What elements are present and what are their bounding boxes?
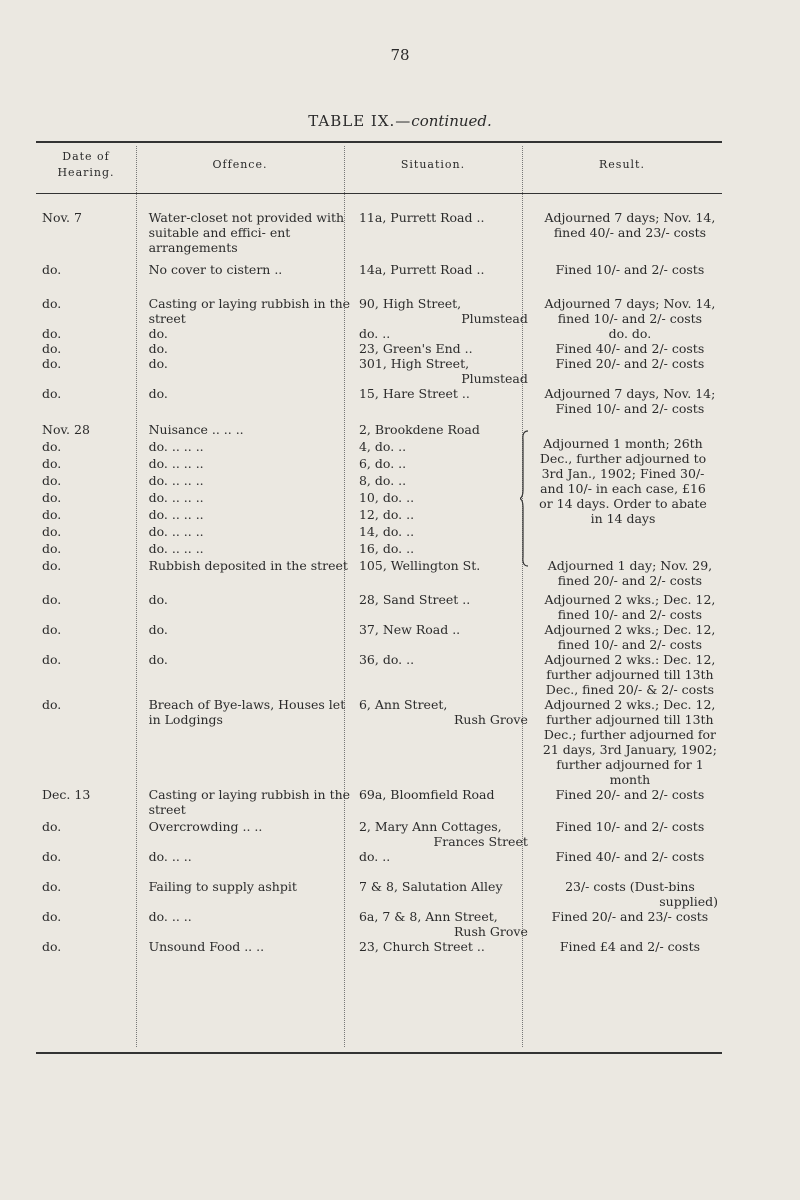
situation-cell (351, 939, 532, 969)
date-cell (36, 622, 139, 652)
date-cell-text: do. (42, 909, 62, 924)
offence-cell-text: do. .. .. .. (148, 456, 204, 471)
header-date (36, 149, 136, 181)
date-cell-text: do. (42, 341, 62, 356)
offence-cell (139, 819, 351, 849)
offence-cell-text: Casting or laying rubbish in the street (148, 787, 351, 817)
result-cell-text: Adjourned 2 wks.: Dec. 12, further adjourned till 13th Dec., fined 20/- & 2/- costs (544, 652, 716, 697)
table-row (36, 909, 722, 939)
situation-cell-line2: Plumstead (461, 371, 528, 386)
hearings-table (36, 210, 722, 969)
offence-cell-text: Rubbish deposited in the street (148, 558, 348, 573)
situation-cell (351, 422, 532, 439)
result-cell (532, 697, 722, 787)
offence-cell-text: Failing to supply ashpit (148, 879, 297, 894)
date-cell-text: do. (42, 622, 62, 637)
date-cell-text: do. (42, 296, 62, 311)
result-cell-text: Fined £4 and 2/- costs (559, 939, 701, 954)
offence-cell-text: do. .. .. .. (148, 439, 204, 454)
situation-cell-text: 2, Mary Ann Cottages, (358, 819, 502, 834)
date-cell-text: do. (42, 592, 62, 607)
table-row (36, 262, 722, 296)
result-cell-text: 23/- costs (Dust-bins (565, 879, 695, 894)
date-cell-text: do. (42, 490, 62, 505)
offence-cell (139, 456, 351, 473)
date-cell-text: Nov. 28 (42, 422, 90, 437)
offence-cell (139, 386, 351, 422)
offence-cell-text: No cover to cistern .. (148, 262, 283, 277)
result-cell (532, 558, 722, 592)
date-cell-text: do. (42, 849, 62, 864)
table-row (36, 341, 722, 356)
situation-cell-text: 37, New Road .. (358, 622, 461, 637)
table-title (0, 112, 800, 130)
result-cell (532, 524, 722, 541)
situation-cell (351, 356, 532, 386)
table-row (36, 787, 722, 819)
situation-cell-text: 11a, Purrett Road .. (358, 210, 485, 225)
date-cell (36, 356, 139, 386)
situation-cell (351, 490, 532, 507)
situation-cell (351, 507, 532, 524)
offence-cell (139, 787, 351, 819)
date-cell (36, 939, 139, 969)
offence-cell (139, 652, 351, 697)
offence-cell (139, 558, 351, 592)
offence-cell-text: Nuisance .. .. .. (148, 422, 244, 437)
situation-cell-text: 10, do. .. (358, 490, 415, 505)
offence-cell-text: do. (148, 652, 168, 667)
situation-cell-text: 16, do. .. (358, 541, 415, 556)
result-cell (532, 622, 722, 652)
result-cell (532, 541, 722, 558)
table-row (36, 819, 722, 849)
header-result: Result. (599, 158, 645, 171)
offence-cell (139, 341, 351, 356)
date-cell-text: do. (42, 262, 62, 277)
date-cell (36, 909, 139, 939)
date-cell-text: Nov. 7 (42, 210, 82, 225)
date-cell (36, 697, 139, 787)
result-cell-text: Fined 10/- and 2/- costs (555, 262, 705, 277)
date-cell-text: do. (42, 439, 62, 454)
offence-cell-text: Breach of Bye-laws, Houses let in Lodgings (148, 697, 346, 727)
date-cell (36, 541, 139, 558)
situation-cell-line2: Plumstead (461, 311, 528, 326)
offence-cell-text: do. (148, 386, 168, 401)
table-row (36, 879, 722, 909)
table-row (36, 697, 722, 787)
offence-cell (139, 326, 351, 341)
table-row (36, 326, 722, 341)
situation-cell-text: 90, High Street, (358, 296, 462, 311)
date-cell (36, 879, 139, 909)
result-cell-text: Adjourned 1 day; Nov. 29, fined 20/- and 2/- costs (547, 558, 713, 588)
situation-cell-line2: Frances Street (433, 834, 528, 849)
table-row (36, 652, 722, 697)
date-cell-text: do. (42, 697, 62, 712)
situation-cell-text: 23, Church Street .. (358, 939, 485, 954)
result-cell (532, 326, 722, 341)
result-cell-text: Fined 10/- and 2/- costs (555, 819, 705, 834)
offence-cell-text: do. (148, 592, 168, 607)
offence-cell-text: do. (148, 326, 168, 341)
result-cell-text: Adjourned 2 wks.; Dec. 12, fined 10/- and 2/- costs (544, 622, 716, 652)
date-cell-text: do. (42, 386, 62, 401)
date-cell (36, 652, 139, 697)
result-cell (532, 296, 722, 326)
situation-cell-text: 6a, 7 & 8, Ann Street, (358, 909, 498, 924)
table-row (36, 524, 722, 541)
offence-cell (139, 262, 351, 296)
offence-cell (139, 296, 351, 326)
result-cell (532, 592, 722, 622)
situation-cell (351, 849, 532, 879)
result-cell (532, 879, 722, 909)
top-rule (36, 141, 722, 143)
date-cell (36, 386, 139, 422)
situation-cell-text: 28, Sand Street .. (358, 592, 471, 607)
table-row (36, 849, 722, 879)
date-cell (36, 439, 139, 456)
situation-cell (351, 326, 532, 341)
offence-cell (139, 849, 351, 879)
offence-cell (139, 541, 351, 558)
offence-cell-text: do. (148, 622, 168, 637)
result-cell (532, 819, 722, 849)
situation-cell (351, 262, 532, 296)
situation-cell-text: 23, Green's End .. (358, 341, 473, 356)
result-cell-text: Fined 20/- and 2/- costs (555, 787, 705, 802)
date-cell (36, 819, 139, 849)
date-cell-text: Dec. 13 (42, 787, 91, 802)
date-cell-text: do. (42, 524, 62, 539)
situation-cell-line2: Rush Grove (454, 712, 528, 727)
result-cell (532, 356, 722, 386)
result-cell (532, 909, 722, 939)
date-cell (36, 787, 139, 819)
offence-cell (139, 939, 351, 969)
table-row (36, 386, 722, 422)
situation-cell-text: 301, High Street, (358, 356, 470, 371)
offence-cell-text: do. .. .. .. (148, 490, 204, 505)
situation-cell-text: 6, do. .. (358, 456, 407, 471)
result-cell (532, 787, 722, 819)
offence-cell (139, 524, 351, 541)
situation-cell (351, 341, 532, 356)
hearings-table-body (36, 210, 722, 969)
date-cell (36, 507, 139, 524)
result-cell-text: Adjourned 2 wks.; Dec. 12, fined 10/- and 2/- costs (544, 592, 716, 622)
offence-cell (139, 909, 351, 939)
offence-cell (139, 422, 351, 439)
situation-cell-line2: Rush Grove (454, 924, 528, 939)
situation-cell (351, 541, 532, 558)
situation-cell-text: 14a, Purrett Road .. (358, 262, 485, 277)
result-cell (532, 341, 722, 356)
table-title-italic: continued. (411, 112, 492, 130)
situation-cell-text: 6, Ann Street, (358, 697, 448, 712)
header-offence: Offence. (212, 158, 268, 171)
situation-cell (351, 386, 532, 422)
date-cell-text: do. (42, 879, 62, 894)
table-row (36, 356, 722, 386)
date-cell (36, 490, 139, 507)
offence-cell (139, 490, 351, 507)
offence-cell-text: do. (148, 356, 168, 371)
situation-cell (351, 592, 532, 622)
situation-cell-text: do. .. (358, 849, 391, 864)
situation-cell-text: do. .. (358, 326, 391, 341)
result-cell-text: Fined 40/- and 2/- costs (555, 849, 705, 864)
offence-cell (139, 622, 351, 652)
table-row (36, 541, 722, 558)
result-cell (532, 849, 722, 879)
situation-cell-text: 7 & 8, Salutation Alley (358, 879, 503, 894)
situation-cell (351, 456, 532, 473)
date-cell-text: do. (42, 473, 62, 488)
merged-result-nuisance: Adjourned 1 month; 26th Dec., further adjourned to 3rd Jan., 1902; Fined 30/- and 10/- in each case, £16 or 14 days. Order to abate in 14 days (539, 436, 707, 526)
table-row (36, 296, 722, 326)
brace-icon (520, 430, 530, 567)
bottom-rule (36, 1052, 722, 1054)
result-cell-text: Adjourned 7 days, Nov. 14; Fined 10/- and 2/- costs (544, 386, 716, 416)
offence-cell-text: do. .. .. .. (148, 473, 204, 488)
date-cell-text: do. (42, 819, 62, 834)
result-cell-text: Adjourned 7 days; Nov. 14, fined 10/- and 2/- costs (544, 296, 716, 326)
situation-cell (351, 819, 532, 849)
table-row (36, 939, 722, 969)
date-cell (36, 341, 139, 356)
result-cell-text: Fined 40/- and 2/- costs (555, 341, 705, 356)
offence-cell-text: Unsound Food .. .. (148, 939, 265, 954)
situation-cell-text: 105, Wellington St. (358, 558, 481, 573)
result-cell-line2: supplied) (659, 894, 718, 909)
date-cell (36, 849, 139, 879)
header-rule (36, 193, 722, 194)
offence-cell (139, 592, 351, 622)
situation-cell (351, 652, 532, 697)
situation-cell-text: 12, do. .. (358, 507, 415, 522)
date-cell (36, 558, 139, 592)
situation-cell (351, 524, 532, 541)
table-row (36, 558, 722, 592)
result-cell-text: Adjourned 2 wks.; Dec. 12, further adjourned till 13th Dec.; further adjourned for 21 days, 3rd January, 1902; further adjourned for 1 month (542, 697, 717, 787)
date-cell (36, 524, 139, 541)
date-cell-text: do. (42, 558, 62, 573)
result-cell (532, 262, 722, 296)
result-cell-text: Adjourned 7 days; Nov. 14, fined 40/- and 23/- costs (544, 210, 716, 240)
result-cell (532, 939, 722, 969)
date-cell-text: do. (42, 456, 62, 471)
situation-cell (351, 787, 532, 819)
header-date-line1: Date of (62, 150, 110, 163)
date-cell (36, 262, 139, 296)
offence-cell (139, 697, 351, 787)
offence-cell-text: do. (148, 341, 168, 356)
situation-cell-text: 14, do. .. (358, 524, 415, 539)
situation-cell (351, 439, 532, 456)
situation-cell (351, 622, 532, 652)
offence-cell-text: do. .. .. .. (148, 507, 204, 522)
situation-cell (351, 909, 532, 939)
date-cell (36, 592, 139, 622)
date-cell-text: do. (42, 939, 62, 954)
result-cell (532, 386, 722, 422)
situation-cell (351, 296, 532, 326)
offence-cell-text: do. .. .. (148, 849, 192, 864)
situation-cell (351, 473, 532, 490)
offence-cell-text: do. .. .. .. (148, 524, 204, 539)
offence-cell (139, 439, 351, 456)
situation-cell-text: 69a, Bloomfield Road (358, 787, 495, 802)
situation-cell-text: 2, Brookdene Road (358, 422, 480, 437)
result-cell-text: do. do. (608, 326, 652, 341)
offence-cell (139, 210, 351, 262)
date-cell-text: do. (42, 652, 62, 667)
result-cell (532, 210, 722, 262)
offence-cell (139, 879, 351, 909)
date-cell (36, 210, 139, 262)
offence-cell-text: Casting or laying rubbish in the street (148, 296, 351, 326)
table-row (36, 210, 722, 262)
table-row (36, 592, 722, 622)
date-cell-text: do. (42, 541, 62, 556)
date-cell (36, 296, 139, 326)
table-row (36, 622, 722, 652)
date-cell-text: do. (42, 356, 62, 371)
result-cell-text: Fined 20/- and 23/- costs (551, 909, 709, 924)
situation-cell-text: 8, do. .. (358, 473, 407, 488)
situation-cell-text: 36, do. .. (358, 652, 415, 667)
result-cell-text: Fined 20/- and 2/- costs (555, 356, 705, 371)
date-cell (36, 473, 139, 490)
date-cell (36, 456, 139, 473)
situation-cell (351, 697, 532, 787)
header-date-line2: Hearing. (57, 166, 115, 179)
date-cell (36, 326, 139, 341)
header-situation: Situation. (400, 158, 466, 171)
date-cell-text: do. (42, 326, 62, 341)
offence-cell (139, 507, 351, 524)
situation-cell-text: 4, do. .. (358, 439, 407, 454)
situation-cell (351, 879, 532, 909)
page-number: 78 (390, 46, 410, 64)
situation-cell-text: 15, Hare Street .. (358, 386, 470, 401)
result-cell (532, 652, 722, 697)
table-title-main: TABLE IX.— (308, 112, 412, 130)
date-cell-text: do. (42, 507, 62, 522)
offence-cell (139, 356, 351, 386)
situation-cell (351, 558, 532, 592)
offence-cell-text: do. .. .. .. (148, 541, 204, 556)
situation-cell (351, 210, 532, 262)
offence-cell (139, 473, 351, 490)
offence-cell-text: Overcrowding .. .. (148, 819, 263, 834)
offence-cell-text: Water-closet not provided with suitable and effici- ent arrangements (148, 210, 345, 255)
offence-cell-text: do. .. .. (148, 909, 192, 924)
date-cell (36, 422, 139, 439)
